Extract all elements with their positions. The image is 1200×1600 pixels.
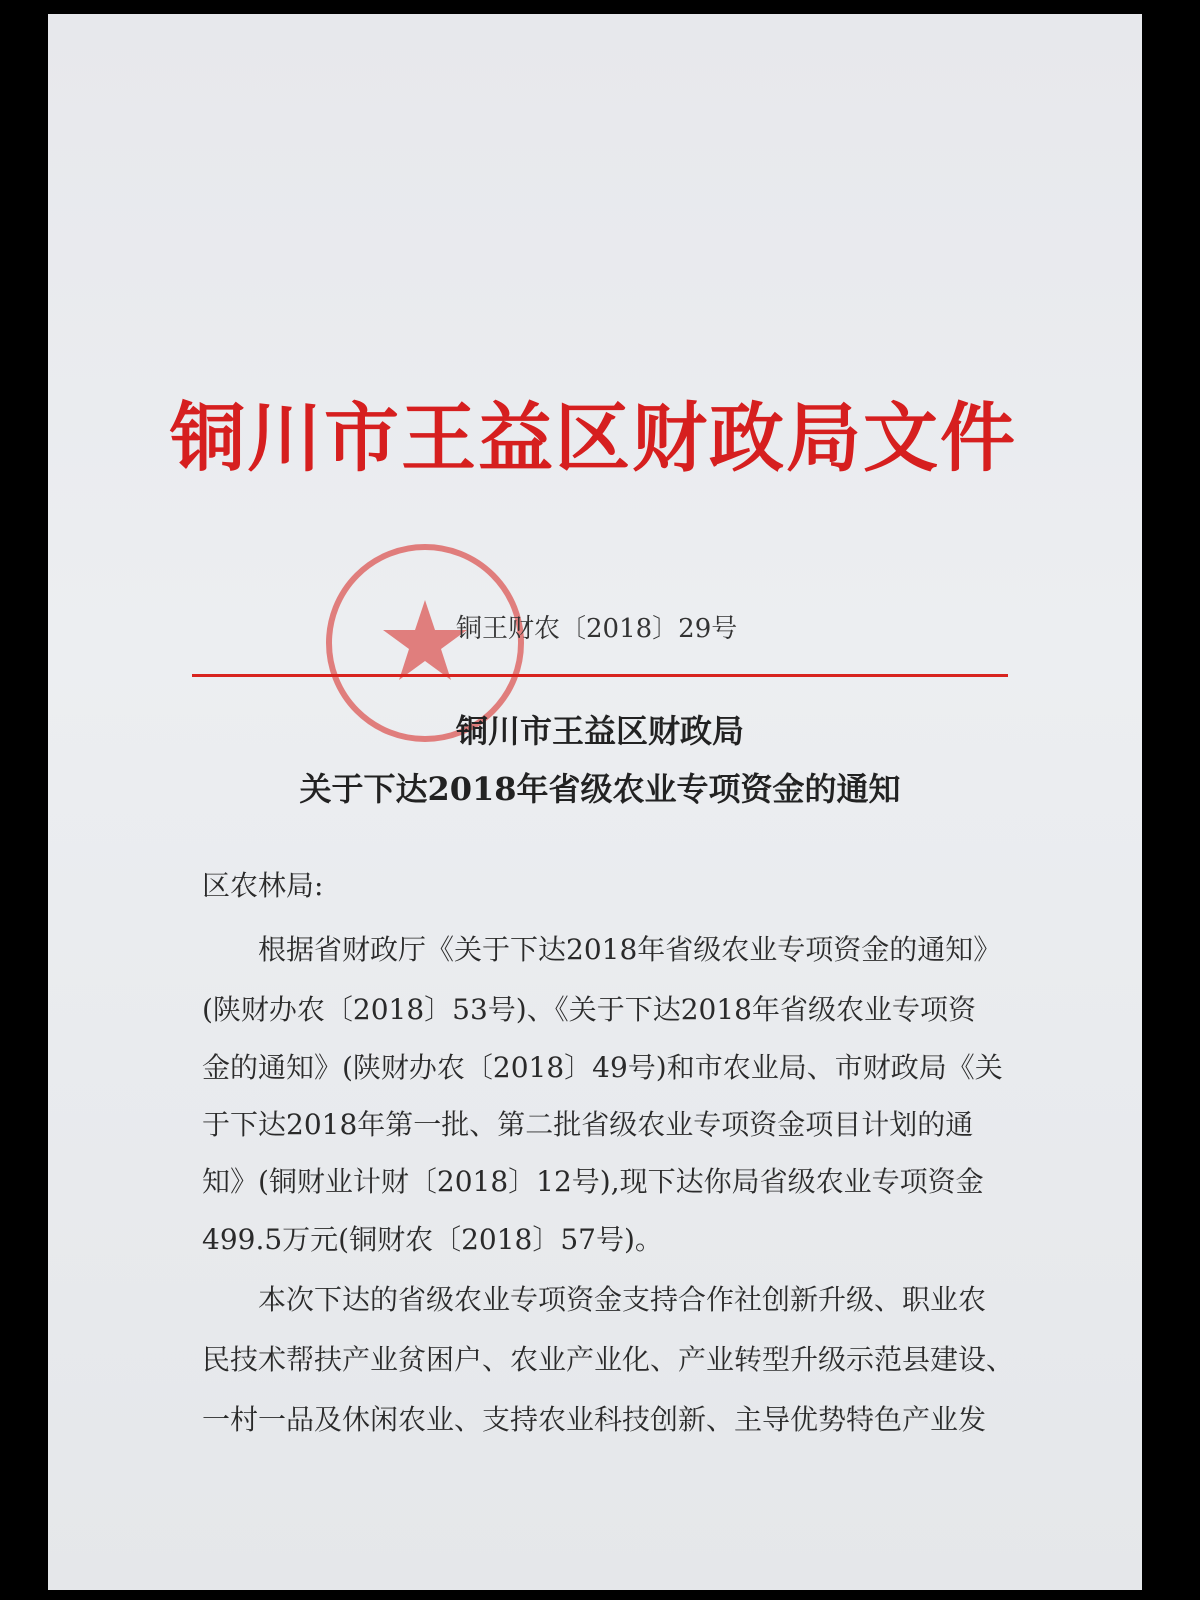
paragraph-2-line: 民技术帮扶产业贫困户、农业产业化、产业转型升级示范县建设、 xyxy=(202,1343,1015,1376)
addressee: 区农林局: xyxy=(202,869,324,902)
paragraph-2-line: 一村一品及休闲农业、支持农业科技创新、主导优势特色产业发 xyxy=(202,1403,987,1436)
paragraph-1-line: 根据省财政厅《关于下达2018年省级农业专项资金的通知》 xyxy=(258,933,1002,966)
document-title-line-2: 关于下达2018年省级农业专项资金的通知 xyxy=(299,770,901,808)
document-number: 铜王财农〔2018〕29号 xyxy=(456,614,738,644)
document-title-line-1: 铜川市王益区财政局 xyxy=(455,712,744,750)
paragraph-1-line: 金的通知》(陕财办农〔2018〕49号)和市农业局、市财政局《关 xyxy=(202,1051,1003,1084)
paragraph-1-line: (陕财办农〔2018〕53号)、《关于下达2018年省级农业专项资 xyxy=(202,993,976,1026)
document-masthead: 铜川市王益区财政局文件 xyxy=(170,394,1018,482)
paragraph-1-line: 知》(铜财业计财〔2018〕12号),现下达你局省级农业专项资金 xyxy=(202,1165,984,1198)
paragraph-1-line: 499.5万元(铜财农〔2018〕57号)。 xyxy=(202,1223,663,1256)
red-divider-line xyxy=(192,674,1008,677)
paragraph-1-line: 于下达2018年第一批、第二批省级农业专项资金项目计划的通 xyxy=(202,1108,974,1141)
paragraph-2-line: 本次下达的省级农业专项资金支持合作社创新升级、职业农 xyxy=(258,1283,987,1316)
